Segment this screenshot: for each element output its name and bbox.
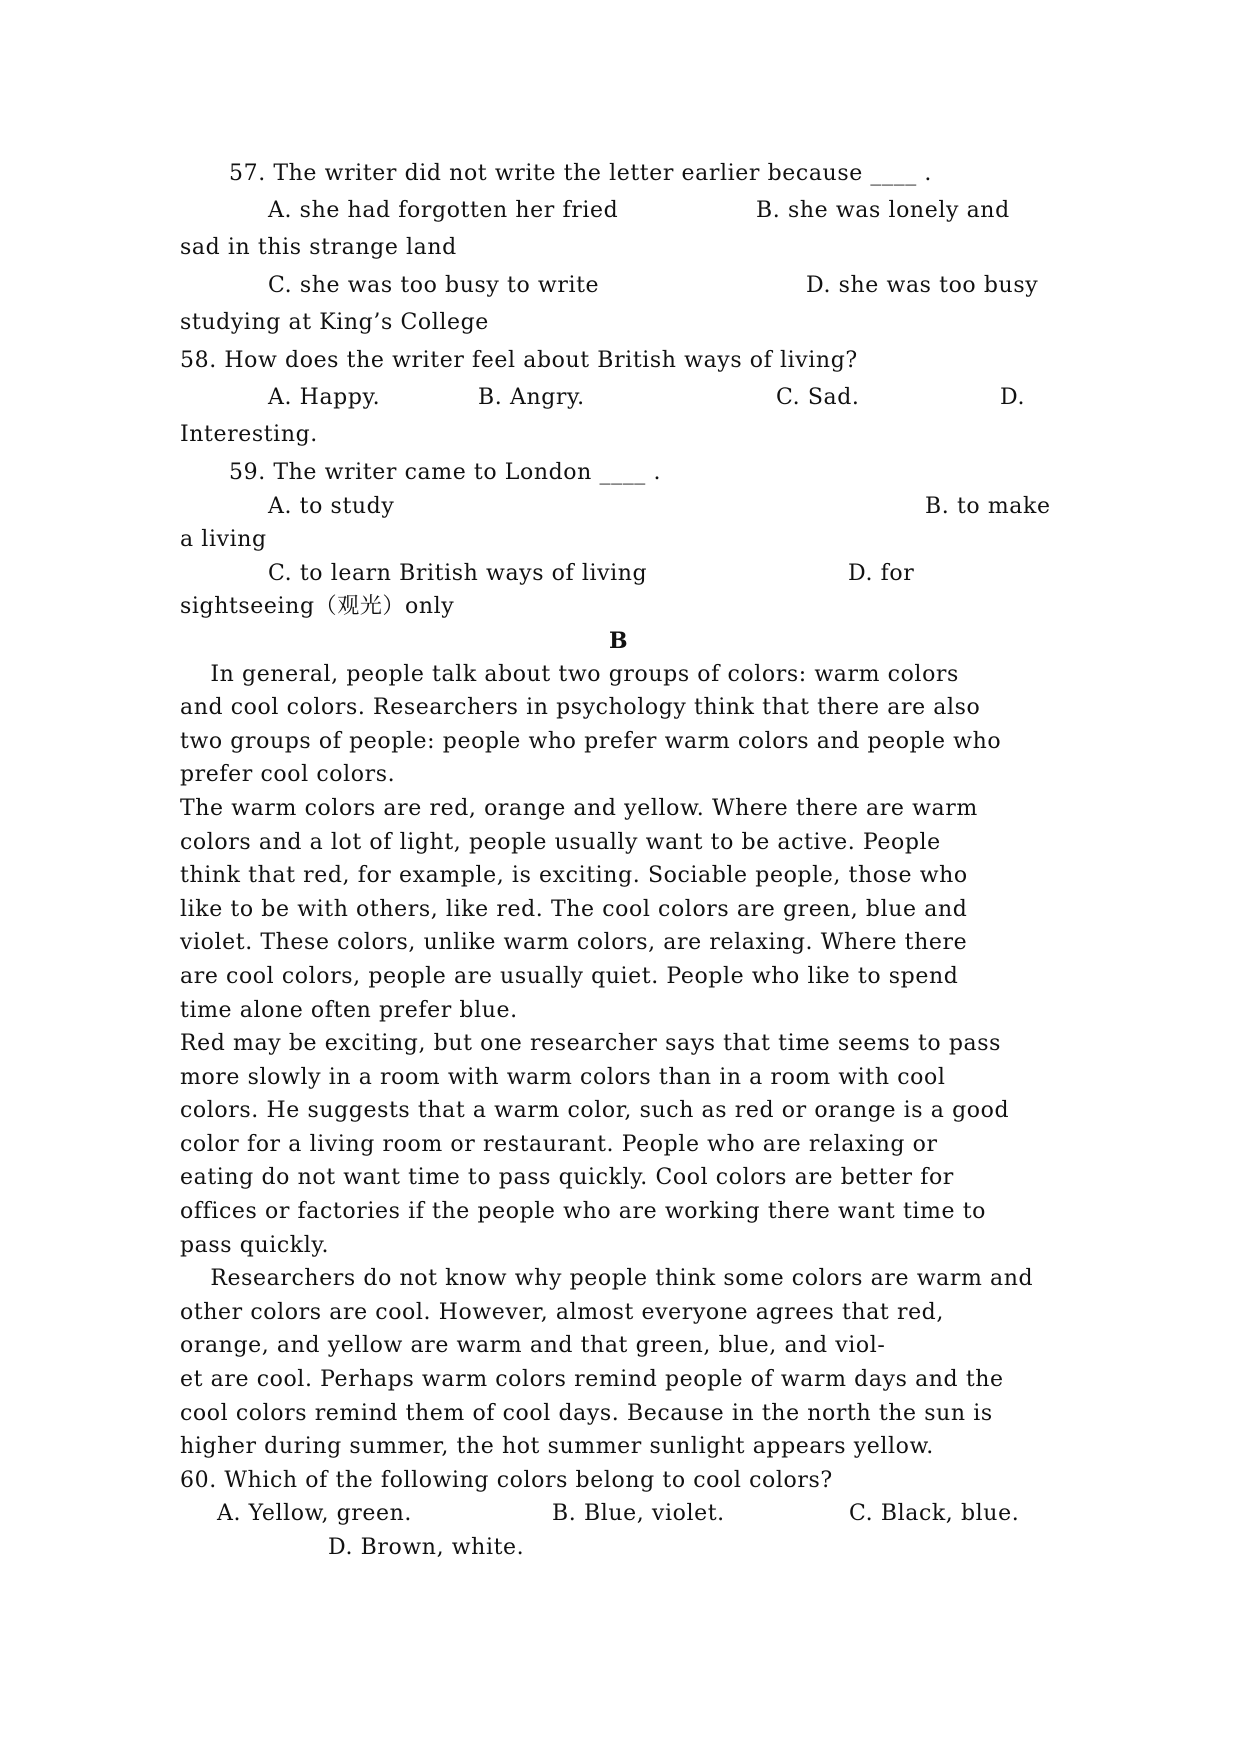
q59-option-b-continued: a living <box>180 527 267 552</box>
q59-stem: 59. The writer came to London ____ . <box>229 460 662 485</box>
passage-line: et are cool. Perhaps warm colors remind people of warm days and the <box>180 1367 1004 1392</box>
q60-option-d: D. Brown, white. <box>328 1535 525 1560</box>
passage-line: more slowly in a room with warm colors than in a room with cool <box>180 1065 946 1090</box>
q58-option-c: C. Sad. <box>776 385 860 410</box>
q57-option-b-continued: sad in this strange land <box>180 235 457 260</box>
passage-line: are cool colors, people are usually quiet. People who like to spend <box>180 964 959 989</box>
q59-option-a: A. to study <box>268 494 395 519</box>
passage-line: colors and a lot of light, people usually want to be active. People <box>180 830 941 855</box>
q58-option-d-continued: Interesting. <box>180 422 318 447</box>
q59-option-d: D. for <box>848 561 915 586</box>
passage-line: Researchers do not know why people think some colors are warm and <box>180 1266 1034 1291</box>
q60-option-a: A. Yellow, green. <box>217 1501 413 1526</box>
passage-line: orange, and yellow are warm and that green, blue, and viol- <box>180 1333 886 1358</box>
q57-option-b: B. she was lonely and <box>756 198 1010 223</box>
passage-line: The warm colors are red, orange and yellow. Where there are warm <box>180 796 978 821</box>
passage-line: offices or factories if the people who are working there want time to <box>180 1199 986 1224</box>
q57-option-d-continued: studying at King’s College <box>180 310 489 335</box>
passage-line: color for a living room or restaurant. People who are relaxing or <box>180 1132 938 1157</box>
q60-option-b: B. Blue, violet. <box>552 1501 725 1526</box>
passage-line: other colors are cool. However, almost everyone agrees that red, <box>180 1300 944 1325</box>
passage-line: violet. These colors, unlike warm colors, are relaxing. Where there <box>180 930 968 955</box>
passage-line: eating do not want time to pass quickly. Cool colors are better for <box>180 1165 954 1190</box>
q58-option-d: D. <box>1000 385 1026 410</box>
q58-option-a: A. Happy. <box>268 385 381 410</box>
q59-option-c: C. to learn British ways of living <box>268 561 648 586</box>
passage-line: think that red, for example, is exciting. Sociable people, those who <box>180 863 968 888</box>
passage-line: like to be with others, like red. The cool colors are green, blue and <box>180 897 968 922</box>
q58-stem: 58. How does the writer feel about British ways of living? <box>180 348 858 373</box>
passage-line: Red may be exciting, but one researcher says that time seems to pass <box>180 1031 1002 1056</box>
passage-line: pass quickly. <box>180 1233 330 1258</box>
passage-line: higher during summer, the hot summer sunlight appears yellow. <box>180 1434 934 1459</box>
q60-stem: 60. Which of the following colors belong to cool colors? <box>180 1468 833 1493</box>
q57-option-c: C. she was too busy to write <box>268 273 600 298</box>
q59-option-d-continued: sightseeing（观光）only <box>180 594 455 619</box>
q57-option-d: D. she was too busy <box>806 273 1039 298</box>
passage-line: time alone often prefer blue. <box>180 998 518 1023</box>
section-b-heading: B <box>609 628 629 654</box>
passage-line: cool colors remind them of cool days. Because in the north the sun is <box>180 1401 993 1426</box>
q60-option-c: C. Black, blue. <box>849 1501 1020 1526</box>
q59-option-b: B. to make <box>925 494 1051 519</box>
passage-line: prefer cool colors. <box>180 762 396 787</box>
q57-stem: 57. The writer did not write the letter earlier because ____ . <box>229 161 933 186</box>
passage-line: two groups of people: people who prefer warm colors and people who <box>180 729 1002 754</box>
q57-option-a: A. she had forgotten her fried <box>268 198 619 223</box>
passage-line: colors. He suggests that a warm color, such as red or orange is a good <box>180 1098 1010 1123</box>
passage-line: and cool colors. Researchers in psychology think that there are also <box>180 695 981 720</box>
passage-line: In general, people talk about two groups of colors: warm colors <box>180 662 959 687</box>
q58-option-b: B. Angry. <box>478 385 585 410</box>
